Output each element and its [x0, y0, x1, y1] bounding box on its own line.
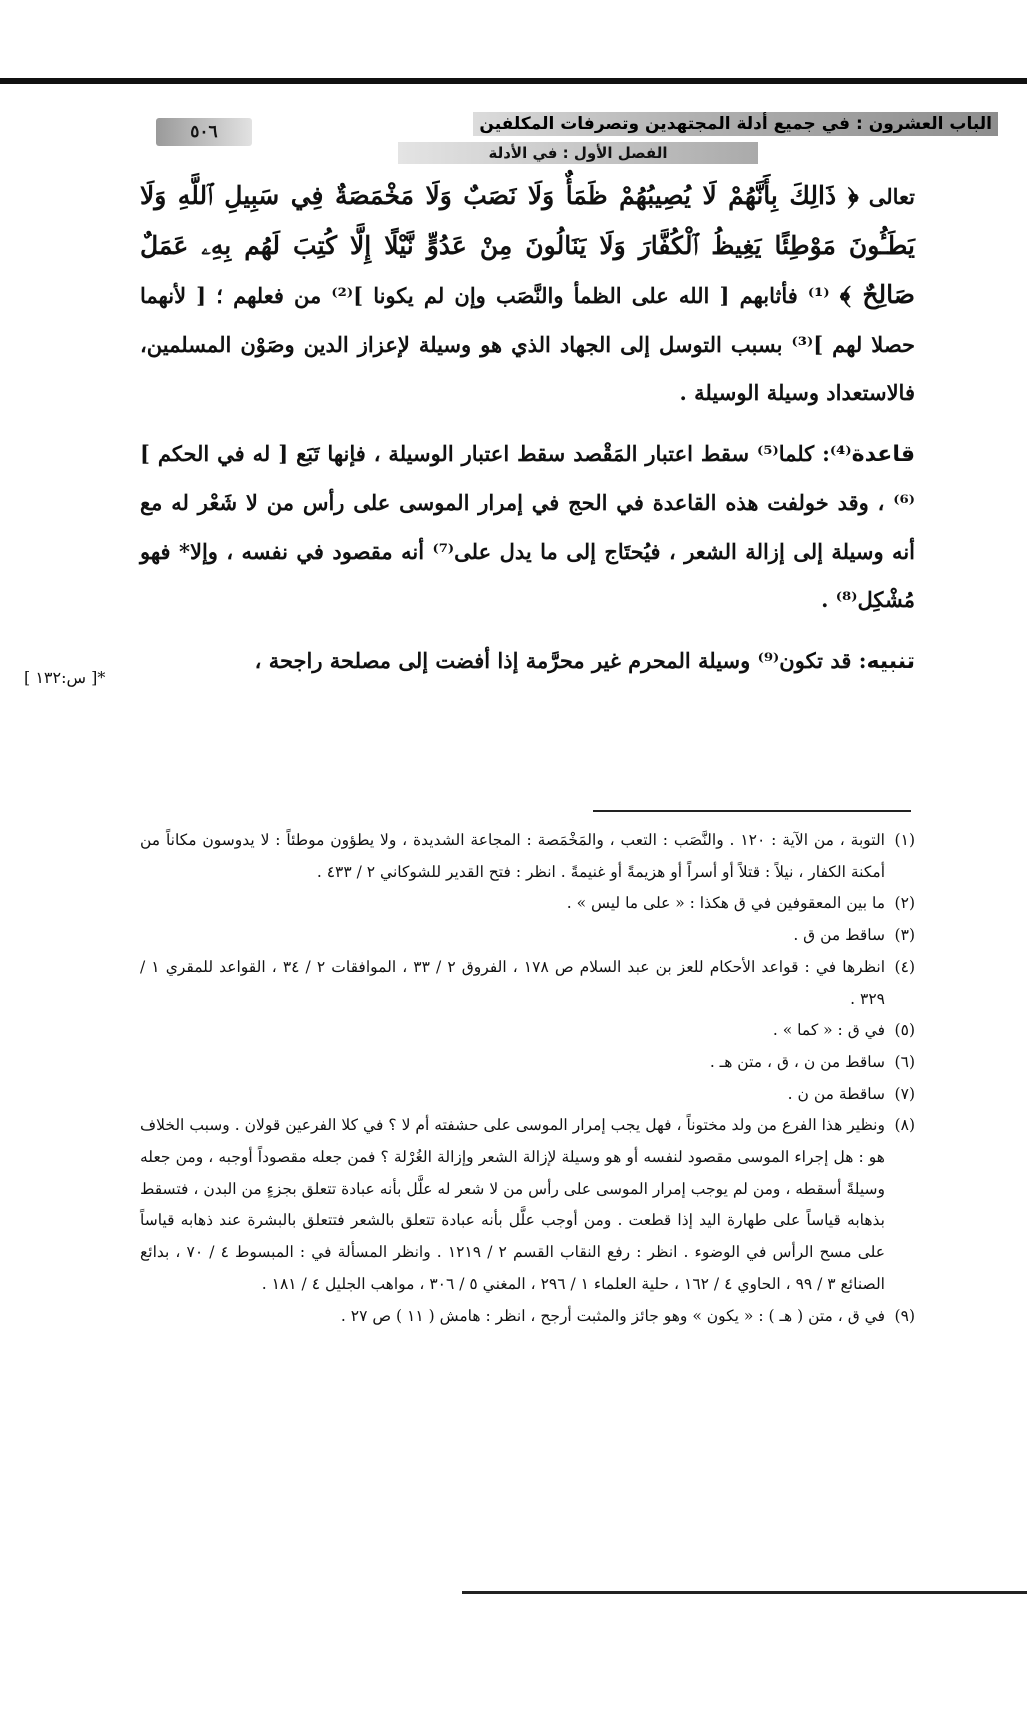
footnote: (٨) ونظير هذا الفرع من ولد مختوناً ، فهل يجب إمرار الموسى على حشفته أم لا ؟ في كلا الفرعين قولان . وسبب الخلاف هو : هل إجراء الموسى مقصود لنفسه أو هو وسيلة لإزالة الشعر وإزالة الغُرْلة ؟ فمن جعله مقصوداً أوجبه ، ومن جعله وسيلةً أسقطه ، ومن لم يوجب إمرار الموسى على رأس من لا شعر له علَّل بأنه عبادة تتعلق بجزءٍ من البدن ، فتسقط بذهابه قياساً على طهارة اليد إذا قطعت . ومن أوجب علَّل بأنه عبادة تتعلق بالشعر فتتعلق بالبشرة عند ذهابه قياساً على مسح الرأس في الوضوء . انظر : رفع النقاب القسم ٢ / ١٢١٩ . وانظر المسألة في : المبسوط ٤ / ٧٠ ، بدائع الصنائع ٣ / ٩٩ ، الحاوي ٤ / ١٦٢ ، حلية العلماء ١ / ٢٩٦ ، المغني ٥ / ٣٠٦ ، مواهب الجليل ٤ / ١٨١ . [140, 1116, 915, 1293]
verse-commentary: ⁽¹⁾ فأثابهم [ الله على الظمأ والنَّصَب وإن لم يكونا ]⁽²⁾ من فعلهم ؛ [ لأنهما حصلا لهم ]⁽³⁾ بسبب التوسل إلى الجهاد الذي هو وسيلة لإعزاز الدين وصَوْن المسلمين، فالاستعداد وسيلة الوسيلة . [140, 283, 916, 405]
footnote-separator [593, 810, 911, 812]
rule-term: قاعدة [851, 441, 915, 467]
verse-lead: تعالى [868, 184, 915, 209]
footnote: (١) التوبة ، من الآية : ١٢٠ . والنَّصَب : التعب ، والمَخْمَصة : المجاعة الشديدة ، ولا يطؤون موطئاً : لا يدوسون مكاناً من أمكنة الكفار ، نيلاً : قتلاً أو أسراً أو هزيمةً أو غنيمةً . انظر : فتح القدير للشوكاني ٢ / ٤٣٣ . [140, 831, 915, 881]
footnote: (٤) انظرها في : قواعد الأحكام للعز بن عبد السلام ص ١٧٨ ، الفروق ٢ / ٣٣ ، الموافقات ٢ / ٣٤ ، القواعد للمقري ١ / ٣٢٩ . [140, 957, 915, 1008]
chapter-title: الباب العشرون : في جميع أدلة المجتهدين وتصرفات المكلفين [473, 108, 998, 140]
top-rule [0, 78, 1027, 84]
paragraph-rule [140, 430, 915, 625]
footnote: (٣) ساقط من ق . [793, 926, 915, 945]
running-header [128, 108, 998, 160]
footnote: (٩) في ق ، متن ( هـ ) : « يكون » وهو جائز والمثبت أرجح ، انظر : هامش ( ١١ ) ص ٢٧ . [340, 1306, 915, 1325]
section-title: الفصل الأول : في الأدلة [398, 142, 758, 164]
footnotes [140, 825, 915, 1332]
paragraph-verse [140, 172, 915, 418]
bottom-rule [462, 1591, 1027, 1594]
page-number: ٥٠٦ [156, 118, 252, 146]
footnote: (٢) ما بين المعقوفين في ق هكذا : « على ما ليس » . [566, 894, 915, 913]
main-text [140, 172, 915, 686]
note-term: تنبيه [866, 648, 915, 674]
footnote: (٥) في ق : « كما » . [772, 1021, 915, 1040]
note-text: : قد تكون⁽⁹⁾ وسيلة المحرم غير محرَّمة إذا أفضت إلى مصلحة راجحة ، [254, 647, 867, 673]
quran-verse: ﴿ ذَالِكَ بِأَنَّهُمْ لَا يُصِيبُهُمْ ظَمَأٌ وَلَا نَصَبٌ وَلَا مَخْمَصَةٌ فِي سَبِيلِ ٱللَّهِ وَلَا يَطَـُٔونَ مَوْطِئًا يَغِيظُ ٱلْكُفَّارَ وَلَا يَنَالُونَ مِنْ عَدُوٍّ نَّيْلًا إِلَّا كُتِبَ لَهُم بِهِۦ عَمَلٌ صَالِحٌ ﴾ [140, 181, 915, 309]
footnote: (٧) ساقطة من ن . [787, 1084, 915, 1103]
rule-text: ⁽⁴⁾: كلما⁽⁵⁾ سقط اعتبار المَقْصد سقط اعتبار الوسيلة ، فإنها تَبَع [ له في الحكم ]⁽⁶⁾ ، وقد خولفت هذه القاعدة في الحج في إمرار الموسى على رأس من لا شَعْر له مع أنه وسيلة إلى إزالة الشعر ، فيُحتَاج إلى ما يدل على⁽⁷⁾ أنه مقصود في نفسه ، وإلا* فهو مُشْكِل⁽⁸⁾ . [140, 440, 915, 612]
paragraph-note [140, 637, 915, 687]
margin-reference: *[ س:١٣٢ ] [24, 668, 106, 687]
footnote: (٦) ساقط من ن ، ق ، متن هـ . [709, 1052, 915, 1071]
